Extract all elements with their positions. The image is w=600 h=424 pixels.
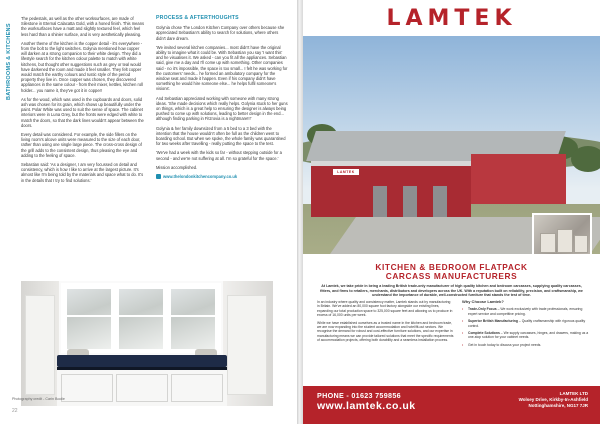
paragraph: Golynia chose The London Kitchen Company over others because she appreciated Sebastian's ability to search for solutions, where others didn't dare dream. xyxy=(156,25,285,41)
loading-door xyxy=(403,186,417,217)
window-pane xyxy=(169,287,217,351)
factory-sign: LAMTEK xyxy=(333,169,359,175)
paragraph: Another theme of the kitchen is the copper detail - it's everywhere - from the bolt to the light switches. Golynia mentioned how copper will darken at a strong companion to their white design. They did a lifestyle search for the kitchen colour palette to match with white kitchens, but thought other suggestions such as grey or teal would have darkened the room and made it feel smaller. They felt copper would match the earthy colours and rustic style of the period property they live in. Once copper was chosen, they discovered appliances in the same colour - from their mixer, kettles, kitchen roll holder... you name it, they've got it in copper! xyxy=(21,40,143,93)
advert-title: KITCHEN & BEDROOM FLATPACK xyxy=(375,262,528,272)
paragraph: While we have established ourselves as a trusted name in the kitchen and bedroom trade, we are now expanding into the student accommodation and hotel/fit-out sectors. We recognise the demand for robust and cost-effective furniture solutions, and our expertise in manufacturing means we can provide tailored solutions that meet the specific requirements of accommodation projects, offering both durability and a seamless installation process. xyxy=(317,320,454,343)
cabinet-door xyxy=(171,374,223,402)
link-icon xyxy=(156,174,161,179)
shelving-unit xyxy=(25,295,55,395)
list-item: • Complete Solutions – We supply carcasses, hinges, and drawers, making us a one-stop solution for your cabinet needs. xyxy=(462,331,590,340)
paragraph: As for the wood, which was used in the cupboards and doors, solid ash was chosen for its grain, which shows up beautifully under the paint. Polar White was used to suit the sense of space. The cabinet interiors were in Luna Grey, but the fronts were edged with white to match the doors, so that the dark lines wouldn't appear between the doors. xyxy=(21,96,144,128)
phone-number[interactable]: PHONE - 01623 759856 xyxy=(317,391,401,400)
photo-credit: Photography credit - Carin Boolie xyxy=(12,397,65,401)
list-item: • Superior British Manufacturing – Quality craftsmanship with rigorous quality control. xyxy=(462,319,590,328)
logo-band xyxy=(303,0,600,36)
window-seat-photo xyxy=(21,281,273,406)
window-pane xyxy=(65,287,113,351)
list-item: • Get in touch today to discuss your project needs. xyxy=(462,343,590,347)
website-link[interactable]: www.thelondonkitchencompany.co.uk xyxy=(163,174,238,180)
window-pane xyxy=(117,287,165,351)
article-column-2 xyxy=(156,16,288,183)
right-page-advert xyxy=(303,0,600,424)
paragraph: And Sebastian appreciated working with someone with many strong ideas. 'She made decisions which really helps. Golynia stuck to her guns on things, which is a great help to ensuring the designer is always being pushed to come up with solutions, leading to better design in the end... although finding parking in Fitzrovia is a nightmare!!!' xyxy=(156,95,288,122)
shelving-unit xyxy=(227,295,267,395)
paragraph: 'We invited several kitchen companies... most didn't have the original ability to imagine what it could be. With Sebastian you say 'I want this' and he visualises it. We asked - can you fit all the appliances. Sebastian said, give me a day and I'll come up with something. Other companies said - no it's impossible, the space is too small... I felt he was working for the customers' needs... he formed an ambulatory company for the window seat and made it happen. Even if his company didn't have something he would hire someone else... he helps fulfil someone's visions'. xyxy=(156,44,288,92)
why-choose-heading: Why Choose Lamtek? xyxy=(462,299,504,304)
paragraph: 'We've had a week with the kids so far - without stepping outside for a second - and we're not suffering at all. I'm so grateful for the space.' xyxy=(156,150,282,161)
paragraph: In an industry where quality and consistency matter, Lamtek stands out by manufacturing in Britain. We've added an 80,000 square foot factory alongside our existing lines, expanding our total production space to 325,000 square feet and allowing us to produce in excess of 16,000 units per week. xyxy=(317,300,453,318)
factory-wall xyxy=(471,154,566,204)
advert-footer xyxy=(303,386,600,424)
loading-door xyxy=(373,186,387,217)
list-item: • Trade-Only Focus – We work exclusively with trade professionals, ensuring expert service and competitive pricing. xyxy=(462,307,590,316)
company-address: LAMTEK LTD Wolsey Drive, Kirkby-In-Ashfield Nottinghamshire, NG17 7JR xyxy=(518,391,588,408)
section-label: BATHROOMS & KITCHENS xyxy=(6,23,12,100)
warehouse-inset-photo xyxy=(532,213,592,254)
window-frame xyxy=(59,281,223,355)
left-page xyxy=(0,0,297,424)
paragraph: Golynia & her family downsized from a 5 bed to a 3 bed with the intention that the house wouldn't often be full as the children went to boarding school. But when we spoke, the whole family was quarantined for two weeks after travelling - really putting the space to the test. xyxy=(156,125,286,147)
cabinet-door xyxy=(116,374,168,402)
page-number: 22 xyxy=(12,408,18,414)
paragraph: Sebastian said: 'As a designer, I am very focussed on detail and consistency, which is how I like to arrive at the largest picture. It's almost like I'm being told by the materials and space what to do. It's in the details that I try to find solutions.' xyxy=(21,162,144,183)
window-seat-cushion xyxy=(57,355,227,367)
section-heading: PROCESS & AFTERTHOUGHTS xyxy=(156,15,239,21)
website-link[interactable]: www.lamtek.co.uk xyxy=(317,400,416,412)
advert-subtitle: CARCASS MANUFACTURERS xyxy=(385,271,518,281)
advert-column-1 xyxy=(317,300,454,346)
web-link-row xyxy=(156,174,288,179)
loading-door xyxy=(433,186,447,217)
paragraph: Every detail was considered. For example, the side fillers on the living room's alcove units were measured to the size of each door, rather than using one single large piece. The cross-cross design of the grill adds to the consistent design, thus pleasing the eye and adding to the feeling of space. xyxy=(21,132,142,158)
lamtek-logo: LAMTEK xyxy=(386,6,517,31)
advert-column-2 xyxy=(462,300,590,350)
paragraph: Mission accomplished. xyxy=(156,164,198,170)
why-choose-list xyxy=(462,307,590,347)
article-column-1 xyxy=(21,16,146,187)
seat-cabinet xyxy=(57,370,227,406)
cabinet-door xyxy=(61,374,113,402)
advert-intro: At Lamtek, we take pride in being a leading British trade-only manufacturer of high quality kitchen and bedroom carcasses, supplying quality carcasses, fitters, and firms to retailers, merchants, distributors and developers across the UK. With a reputation built on reliability, precision, and craftsmanship, we understand the importance of durable, well-constructed furniture that stands the test of time. xyxy=(320,284,583,297)
paragraph: The pedestals, as well as the other worksurfaces, are made of Silestone in Eternal Calacatta Gold, with a honed finish. This means the worksurfaces have a matt and slightly textured feel, which feel less hard than a shinier surface, and is very aesthetically pleasing. xyxy=(21,16,145,37)
factory-photo xyxy=(303,36,600,254)
